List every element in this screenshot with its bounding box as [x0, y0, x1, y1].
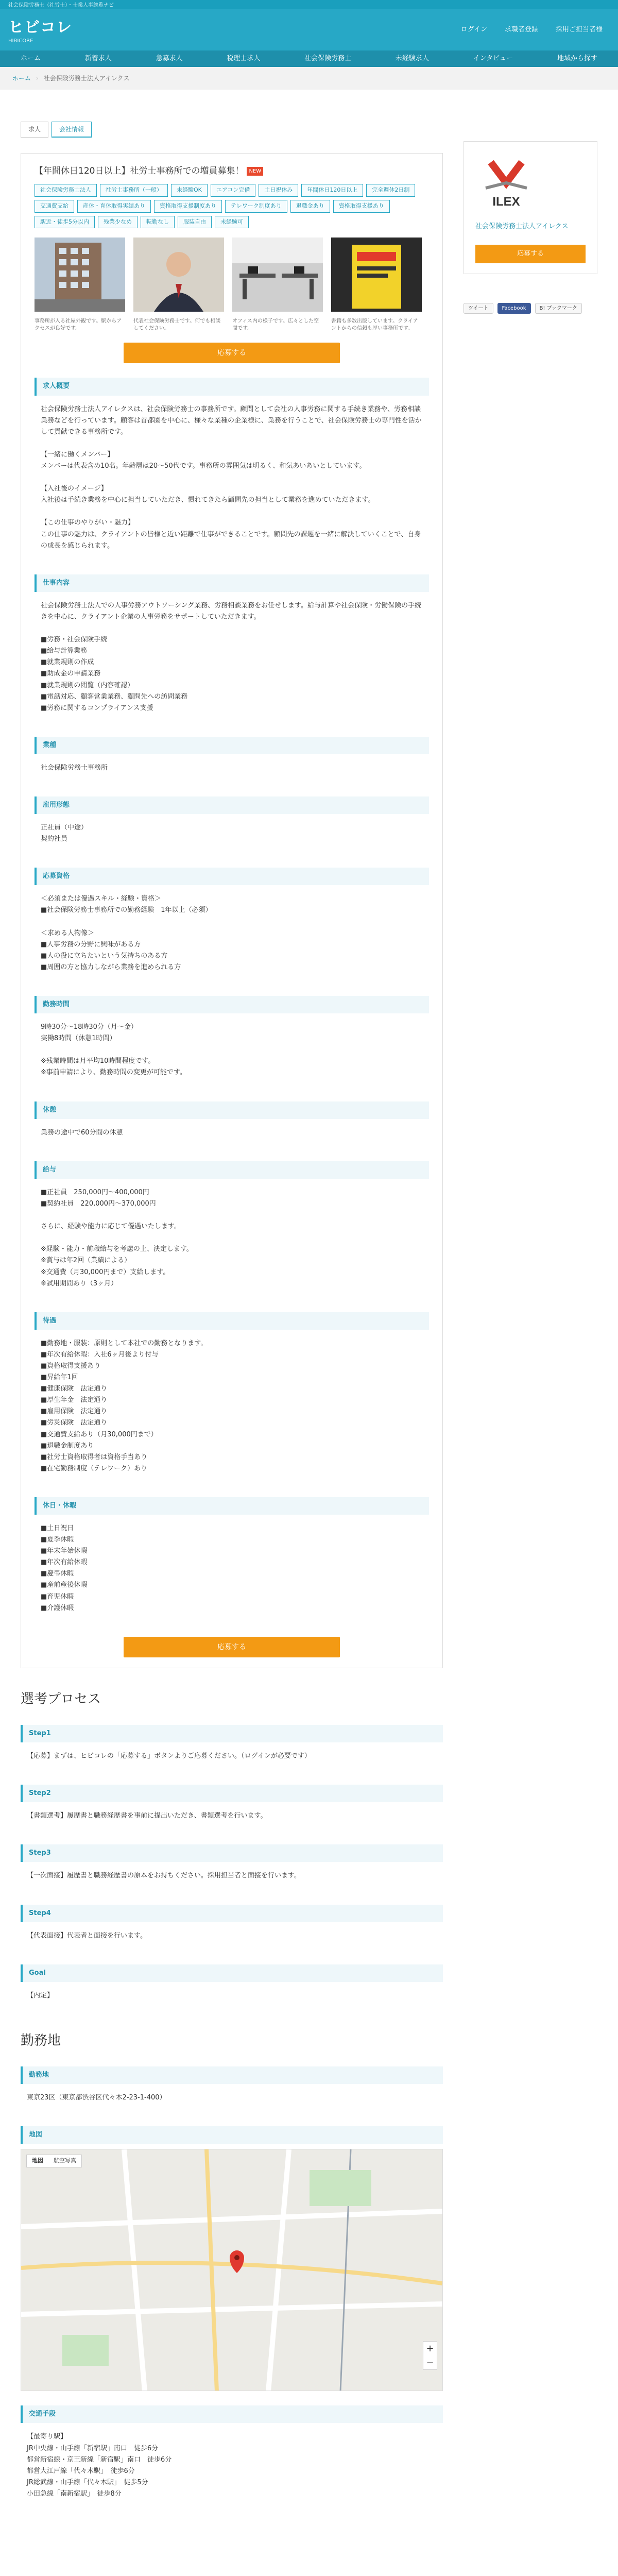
- process-step-body: 【一次面接】履歴書と職務経歴書の原本をお持ちください。採用担当者と面接を行います。: [27, 1872, 301, 1880]
- feature-tag[interactable]: 服装自由: [178, 216, 212, 229]
- feature-tag[interactable]: 産休・育休取得実績あり: [77, 200, 151, 213]
- section-body: ＜必須または優遇スキル・経験・資格＞ ■社会保険労務士事務所での勤務経験 1年以上（必須） ＜求める人物像＞ ■人事労務の分野に興味がある方 ■人の役に立ちたいという気持ちのある方 ■周囲の方と協力しながら業務を進められる方: [41, 895, 212, 971]
- books-photo: [331, 238, 422, 312]
- section-heading: 仕事内容: [35, 574, 429, 592]
- company-logo-text: ILEX: [492, 195, 520, 209]
- job-sections: [35, 378, 429, 1622]
- photo-caption: 代表社会保険労務士です。何でも相談してください。: [133, 318, 221, 332]
- sidebar: [464, 90, 597, 2508]
- photo-caption: オフィス内の様子です。広々とした空間です。: [232, 318, 319, 332]
- tab-company[interactable]: 会社情報: [52, 122, 92, 138]
- office-photo: [232, 238, 323, 312]
- process-title: 選考プロセス: [21, 1691, 101, 1707]
- apply-button-top[interactable]: 応募する: [124, 343, 340, 363]
- section-heading: 求人概要: [35, 378, 429, 395]
- feature-tag[interactable]: 資格取得支援あり: [333, 200, 390, 213]
- section-body: 社会保険労務士法人での人事労務アウトソーシング業務、労務相談業務をお任せします。給与計算や社会保険・労働保険の手続きを中心に、クライアント企業の人事労務をサポートしていただきます。 ■労務・社会保険手続 ■給与計算業務 ■就業規則の作成 ■助成金の申請業務 ■就業規則の閲覧（内容確認） ■電話対応、顧客営業業務、顧問先への訪問業務 ■労務に関するコンプライアンス支援: [41, 601, 422, 712]
- process-steps: [21, 1725, 443, 2010]
- tweet-button[interactable]: ツイート: [464, 303, 493, 314]
- feature-tags: [35, 184, 429, 228]
- address-heading: 勤務地: [21, 2066, 443, 2084]
- detail-tabs: [21, 122, 443, 138]
- map-embed[interactable]: [21, 2149, 443, 2391]
- section-heading: 休憩: [35, 1101, 429, 1119]
- address-text: 東京23区（東京都渋谷区代々木2-23-1-400）: [27, 2094, 166, 2102]
- company-logo: [475, 152, 537, 214]
- nav-item-tax[interactable]: 税理士求人: [227, 54, 261, 62]
- site-header: [0, 9, 618, 50]
- breadcrumb-separator: ›: [36, 74, 39, 82]
- breadcrumb: [0, 67, 618, 90]
- header-links: [461, 24, 603, 36]
- nav-item-interview[interactable]: インタビュー: [473, 54, 513, 62]
- process-step-heading: Step1: [21, 1725, 443, 1742]
- photo-gallery: [35, 238, 429, 332]
- section-heading: 勤務時間: [35, 996, 429, 1013]
- process-step-body: 【書類選考】履歴書と職務経歴書を事前に提出いただき、書類選考を行います。: [27, 1812, 267, 1820]
- feature-tag[interactable]: 社労士事務所（一般）: [100, 184, 168, 197]
- job-card: [21, 153, 443, 1668]
- feature-tag[interactable]: 交通費支給: [35, 200, 74, 213]
- section-body: ■正社員 250,000円〜400,000円 ■契約社員 220,000円〜370,000円 さらに、経験や能力に応じて優遇いたします。 ※経験・能力・前職給与を考慮の上、決定します。 ※賞与は年2回（業績による） ※交通費（月30,000円まで）支給します。 ※試用期間あり（3ヶ月）: [41, 1188, 193, 1287]
- access-heading: 交通手段: [21, 2405, 443, 2423]
- process-step-heading: Step2: [21, 1785, 443, 1802]
- company-name[interactable]: 社会保険労務士法人アイレクス: [475, 223, 569, 231]
- access-text: 【最寄り駅】 JR中央線・山手線「新宿駅」南口 徒歩6分 都営新宿線・京王新線「新宿駅」南口 徒歩6分 都営大江戸線「代々木駅」 徒歩6分 JR総武線・山手線「代々木駅」 徒歩5分 小田急線「南新宿駅」 徒歩8分: [27, 2433, 172, 2498]
- content-container: [0, 90, 618, 2508]
- section-heading: 給与: [35, 1161, 429, 1179]
- section-heading: 応募資格: [35, 868, 429, 885]
- process-step-body: 【応募】まずは、ヒビコレの「応募する」ボタンよりご応募ください。（ログインが必要です）: [27, 1752, 311, 1760]
- section-body: ■勤務地・服装：原則として本社での勤務となります。 ■年次有給休暇：入社6ヶ月後より付与 ■資格取得支援あり ■昇給年1回 ■健康保険 法定通り ■厚生年金 法定通り ■雇用保険 法定通り ■労災保険 法定通り ■交通費支給あり（月30,000円まで） ■退職金制度あり ■社労士資格取得者は資格手当あり ■在宅勤務制度（テレワーク）あり: [41, 1339, 208, 1472]
- site-logo[interactable]: ヒビコレ HIBICORE: [8, 19, 72, 44]
- section-heading: 雇用形態: [35, 796, 429, 814]
- zoom-in-icon[interactable]: +: [426, 2343, 434, 2354]
- tab-job[interactable]: 求人: [21, 122, 48, 138]
- nav-item-region[interactable]: 地域から探す: [557, 54, 597, 62]
- feature-tag[interactable]: 退職金あり: [290, 200, 330, 213]
- photo-building[interactable]: [35, 238, 125, 332]
- section-heading: 業種: [35, 737, 429, 754]
- map-heading: 地図: [21, 2126, 443, 2144]
- feature-tag[interactable]: 資格取得支援制度あり: [154, 200, 222, 213]
- map-zoom-control: [423, 2341, 437, 2370]
- representative-photo: [133, 238, 224, 312]
- section-body: 正社員（中途） 契約社員: [41, 824, 88, 843]
- section-heading: 待遇: [35, 1312, 429, 1330]
- nav-item-beginner[interactable]: 未経験求人: [395, 54, 429, 62]
- nav-item-sharoushi[interactable]: 社会保険労務士: [304, 54, 352, 62]
- facebook-button[interactable]: Facebook: [497, 303, 531, 314]
- share-buttons: [464, 303, 597, 314]
- photo-office[interactable]: [232, 238, 323, 332]
- photo-representative[interactable]: [133, 238, 224, 332]
- feature-tag[interactable]: 未経験OK: [171, 184, 208, 197]
- top-strip: 社会保険労務士（社労士）・士業人事総覧ナビ: [0, 0, 618, 9]
- main-nav: [0, 50, 618, 67]
- map-type-switch: [26, 2155, 82, 2167]
- register-link[interactable]: 求職者登録: [504, 25, 538, 33]
- feature-tag[interactable]: 転勤なし: [141, 216, 175, 229]
- section-body: 9時30分〜18時30分（月〜金） 実働8時間（休憩1時間） ※残業時間は月平均10時間程度です。 ※事前申請により、勤務時間の変更が可能です。: [41, 1023, 186, 1077]
- photo-caption: 事務所が入る社屋外観です。駅からアクセスが良好です。: [35, 318, 122, 332]
- map-type-map[interactable]: 地図: [32, 2157, 43, 2164]
- employer-link[interactable]: 採用ご担当者様: [555, 25, 603, 33]
- building-photo: [35, 238, 125, 312]
- process-step-heading: Goal: [21, 1964, 443, 1982]
- breadcrumb-home[interactable]: ホーム: [12, 74, 31, 82]
- zoom-out-icon[interactable]: −: [426, 2358, 434, 2369]
- new-badge: NEW: [247, 167, 263, 176]
- section-body: 社会保険労務士事務所: [41, 764, 108, 772]
- section-body: 社会保険労務士法人アイレクスは、社会保険労務士の事務所です。顧問として会社の人事労務に関する手続き業務や、労務相談業務などを行っています。顧客は首都圏を中心に、様々な業種の企業様に、業務を行うことで、社会保険労務士の専門性を活かして貢献できる事務所です。 【一緒に働くメンバー】 メンバーは代表含め10名。年齢層は20〜50代です。事務所の雰囲気は明るく、和気あいあいとしています。 【入社後のイメージ】 入社後は手続き業務を中心に担当していただき、慣れてきたら顧問先の担当として業務を進めていただきます。 【この仕事のやりがい・魅力】 この仕事の魅力は、クライアントの皆様と近い距離で仕事ができることです。顧問先の課題を一緒に解決していくことで、自身の成長を感じられます。: [41, 405, 422, 550]
- location-title: 勤務地: [21, 2032, 61, 2048]
- breadcrumb-current: 社会保険労務士法人アイレクス: [43, 74, 130, 82]
- process-step-heading: Step3: [21, 1844, 443, 1862]
- nav-item-new[interactable]: 新着求人: [84, 54, 112, 62]
- section-body: 業務の途中で60分間の休憩: [41, 1128, 123, 1137]
- feature-tag[interactable]: 土日祝休み: [259, 184, 298, 197]
- process-step-body: 【内定】: [27, 1991, 54, 1999]
- section-heading: 休日・休暇: [35, 1497, 429, 1515]
- photo-caption: 書籍も多数出版しています。クライアントからの信頼も厚い事務所です。: [331, 318, 418, 332]
- apply-button-bottom[interactable]: 応募する: [124, 1637, 340, 1657]
- nav-item-urgent[interactable]: 急募求人: [156, 54, 183, 62]
- process-step-body: 【代表面接】代表者と面接を行います。: [27, 1931, 147, 1940]
- photo-books[interactable]: [331, 238, 422, 332]
- feature-tag[interactable]: 完全週休2日制: [366, 184, 415, 197]
- feature-tag[interactable]: テレワーク制度あり: [225, 200, 287, 213]
- map-canvas[interactable]: [21, 2149, 442, 2391]
- feature-tag[interactable]: 社会保険労務士法人: [35, 184, 97, 197]
- map-type-satellite[interactable]: 航空写真: [54, 2157, 76, 2164]
- login-link[interactable]: ログイン: [460, 25, 487, 33]
- section-body: ■土日祝日 ■夏季休暇 ■年末年始休暇 ■年次有給休暇 ■慶弔休暇 ■産前産後休暇 ■育児休暇 ■介護休暇: [41, 1524, 88, 1612]
- job-title: 【年間休日120日以上】社労士事務所での増員募集！ NEW: [35, 164, 429, 179]
- feature-tag[interactable]: 駅近・徒歩5分以内: [35, 216, 95, 229]
- feature-tag[interactable]: 年間休日120日以上: [301, 184, 363, 197]
- feature-tag[interactable]: エアコン完備: [211, 184, 255, 197]
- process-step-heading: Step4: [21, 1905, 443, 1922]
- sidebar-apply-button[interactable]: 応募する: [475, 245, 586, 263]
- main-column: [21, 90, 443, 2508]
- nav-item-home[interactable]: ホーム: [21, 54, 41, 62]
- bookmark-button[interactable]: B! ブックマーク: [535, 303, 582, 314]
- feature-tag[interactable]: 残業少なめ: [98, 216, 138, 229]
- feature-tag[interactable]: 未経験可: [215, 216, 249, 229]
- company-card: [464, 141, 597, 274]
